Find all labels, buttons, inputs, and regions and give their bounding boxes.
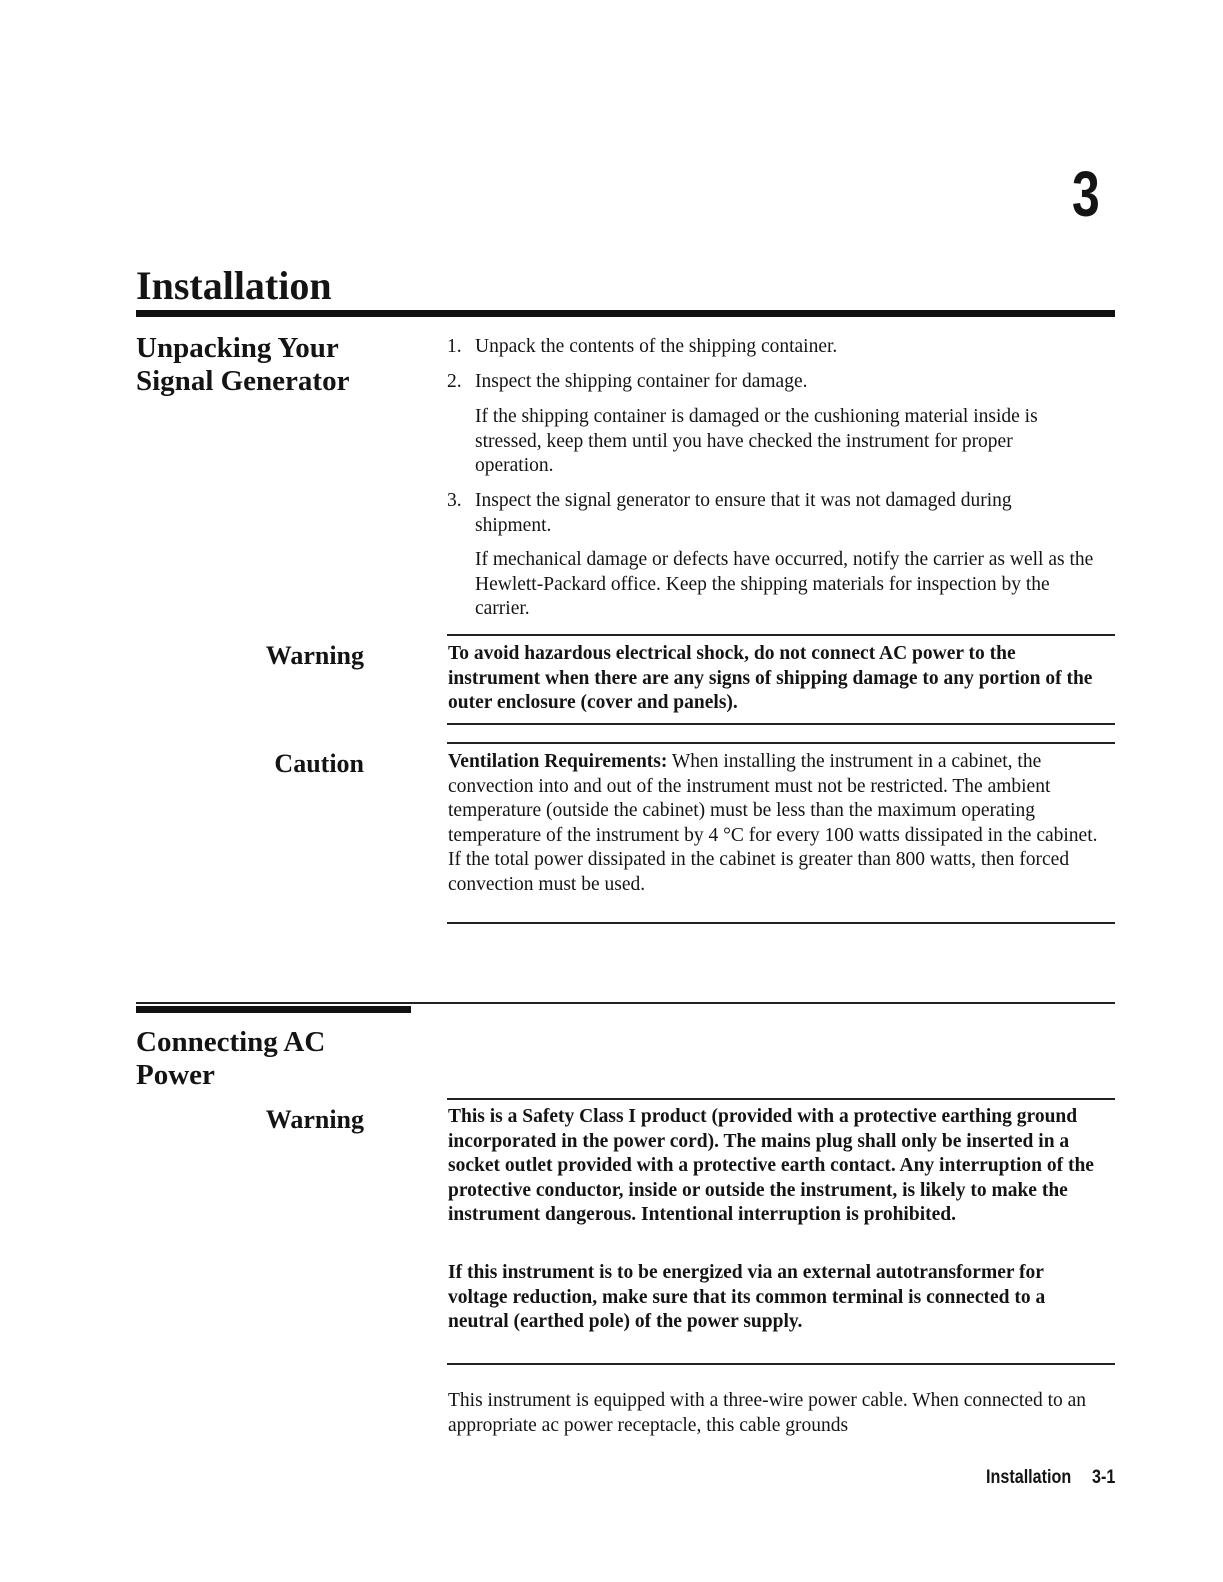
section-heading-line: Power xyxy=(136,1059,215,1091)
section-heading-line: Connecting AC xyxy=(136,1026,326,1058)
step-number: 1. xyxy=(447,336,462,357)
caution-lead: Ventilation Requirements: xyxy=(448,751,668,772)
step-text: Unpack the contents of the shipping container. xyxy=(475,336,838,357)
footer-section-label: Installation xyxy=(986,1467,1072,1488)
notice-rule-bottom xyxy=(447,922,1115,924)
notice-rule-bottom xyxy=(447,723,1115,725)
warning-text: To avoid hazardous electrical shock, do not connect AC power to the instrument when there are any signs of shipping damage to any portion of the outer enclosure (cover and panels). xyxy=(448,643,1093,713)
section-heading-ac-power xyxy=(136,1026,325,1092)
caution-label: Caution xyxy=(274,749,364,778)
section-heading-unpacking xyxy=(136,332,349,398)
warning-text: This is a Safety Class I product (provided with a protective earthing ground incorporated in the power cord). The mains plug shall only be inserted in a socket outlet provided with a protective earth contact. Any interruption of the protective conductor, inside or outside the instrument, is likely to make the instrument dangerous. Intentional interruption is prohibited. xyxy=(448,1106,1094,1225)
section-heading-line: Signal Generator xyxy=(136,365,350,397)
section-divider-rule xyxy=(136,1002,1115,1004)
caution-body: When installing the instrument in a cabinet, the convection into and out of the instrument must not be restricted. The ambient temperature (outside the cabinet) must be less than the maximum operating temperature of the instrument by 4 °C for every 100 watts dissipated in the cabinet. If the total power dissipated in the cabinet is greater than 800 watts, then forced convection must be used. xyxy=(448,751,1098,895)
step-note: If mechanical damage or defects have occurred, notify the carrier as well as the Hewlett-Packard office. Keep the shipping materials for inspection by the carrier. xyxy=(475,549,1094,619)
caution-text xyxy=(448,750,1115,897)
notice-rule-bottom xyxy=(447,1363,1115,1365)
step-text: Inspect the shipping container for damage. xyxy=(475,371,808,392)
chapter-number: 3 xyxy=(1072,158,1100,230)
notice-rule-top xyxy=(447,742,1115,744)
warning-label: Warning xyxy=(265,1105,364,1134)
step-number: 3. xyxy=(447,490,462,511)
chapter-title-rule xyxy=(136,310,1115,317)
section-divider-bar xyxy=(136,1006,411,1013)
step-number: 2. xyxy=(447,371,462,392)
step-note: If the shipping container is damaged or the cushioning material inside is stressed, keep them until you have checked the instrument for proper operation. xyxy=(475,406,1038,476)
footer-page-number: 3-1 xyxy=(1092,1467,1116,1488)
warning-text: If this instrument is to be energized via an external autotransformer for voltage reduction, make sure that its common terminal is connected to a neutral (earthed pole) of the power supply. xyxy=(448,1262,1046,1332)
chapter-title: Installation xyxy=(136,263,332,308)
section-heading-line: Unpacking Your xyxy=(136,332,339,364)
notice-rule-top xyxy=(447,634,1115,636)
notice-rule-top xyxy=(447,1098,1115,1100)
body-paragraph: This instrument is equipped with a three-wire power cable. When connected to an appropriate ac power receptacle, this cable grounds xyxy=(448,1390,1087,1436)
step-text: Inspect the signal generator to ensure that it was not damaged during shipment. xyxy=(475,490,1012,536)
warning-label: Warning xyxy=(265,641,364,670)
